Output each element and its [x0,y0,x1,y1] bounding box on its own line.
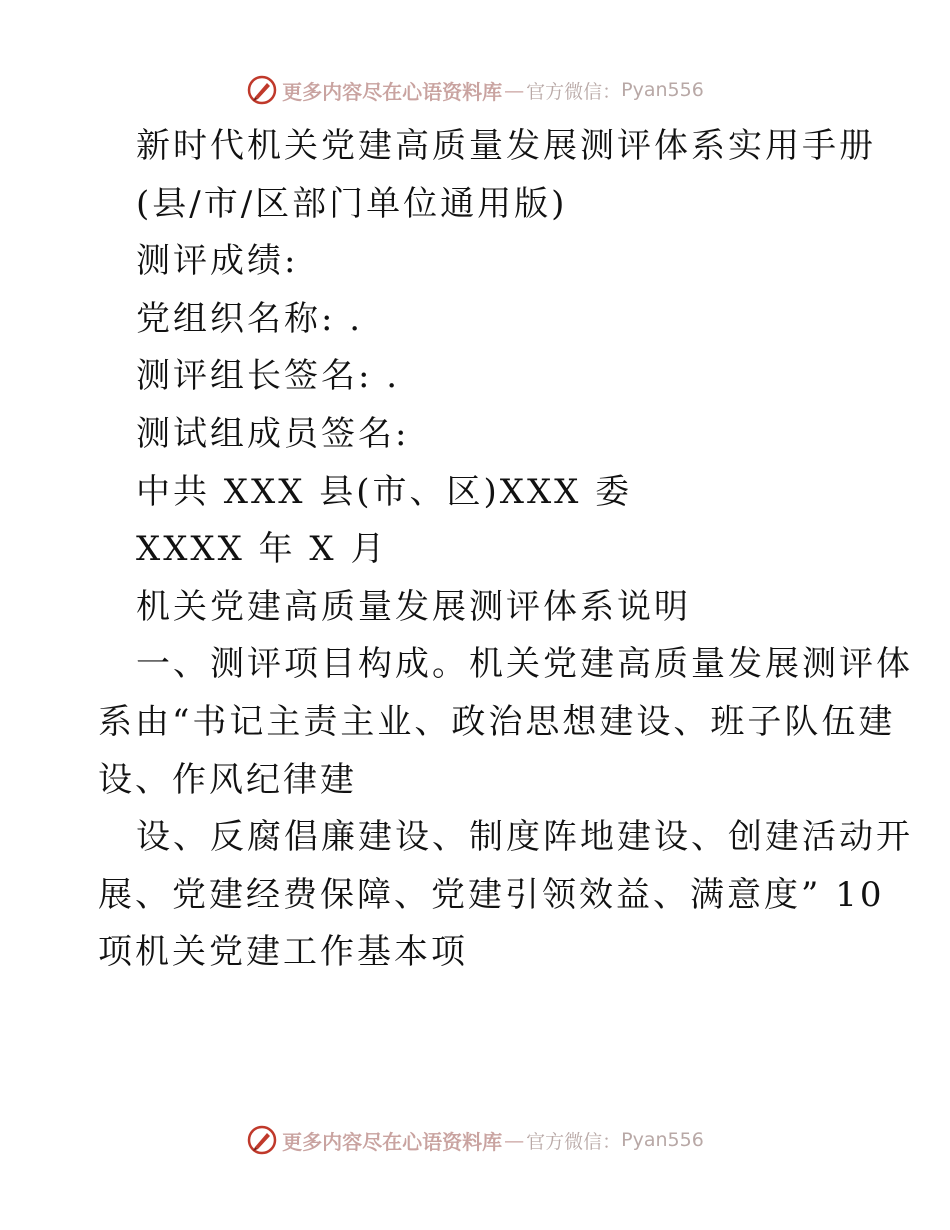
section-heading: 机关党建高质量发展测评体系说明 [136,586,691,627]
paragraph-line: 系由“书记主责主业、政治思想建设、班子队伍建 [98,701,896,742]
leader-signature-label: 测评组长签名: . [136,356,401,397]
watermark-wechat-label: 官方微信： [526,80,622,103]
watermark-dash: — [504,78,525,102]
document-title: 新时代机关党建高质量发展测评体系实用手册 [136,126,876,166]
watermark-text: 更多内容尽在心语资料库 [282,79,503,104]
watermark-footer [0,1120,950,1160]
paragraph-line: 一、测评项目构成。机关党建高质量发展测评体 [136,644,913,685]
member-signature-label: 测试组成员签名: [136,413,410,454]
score-label: 测评成绩: [136,241,299,282]
document-subtitle: (县/市/区部门单位通用版) [136,183,568,224]
document-body [98,118,913,982]
watermark-wechat-label: 官方微信： [526,1130,622,1153]
paragraph-line: 展、党建经费保障、党建引领效益、满意度” 10 [98,874,885,915]
pen-logo-icon [246,74,278,106]
watermark-wechat-id: Pyan556 [621,79,704,101]
watermark-text: 更多内容尽在心语资料库 [282,1129,503,1154]
watermark-dash: — [504,1128,525,1152]
pen-logo-icon [246,1124,278,1156]
date-line: XXXX 年 X 月 [136,529,388,570]
paragraph-line: 项机关党建工作基本项 [98,932,468,973]
issuer-line: 中共 XXX 县(市、区)XXX 委 [136,471,633,512]
paragraph-line: 设、作风纪律建 [98,759,357,800]
watermark-wechat-id: Pyan556 [621,1129,704,1151]
watermark-header [0,70,950,110]
paragraph-line: 设、反腐倡廉建设、制度阵地建设、创建活动开 [136,817,913,858]
org-name-label: 党组织名称: . [136,298,364,339]
